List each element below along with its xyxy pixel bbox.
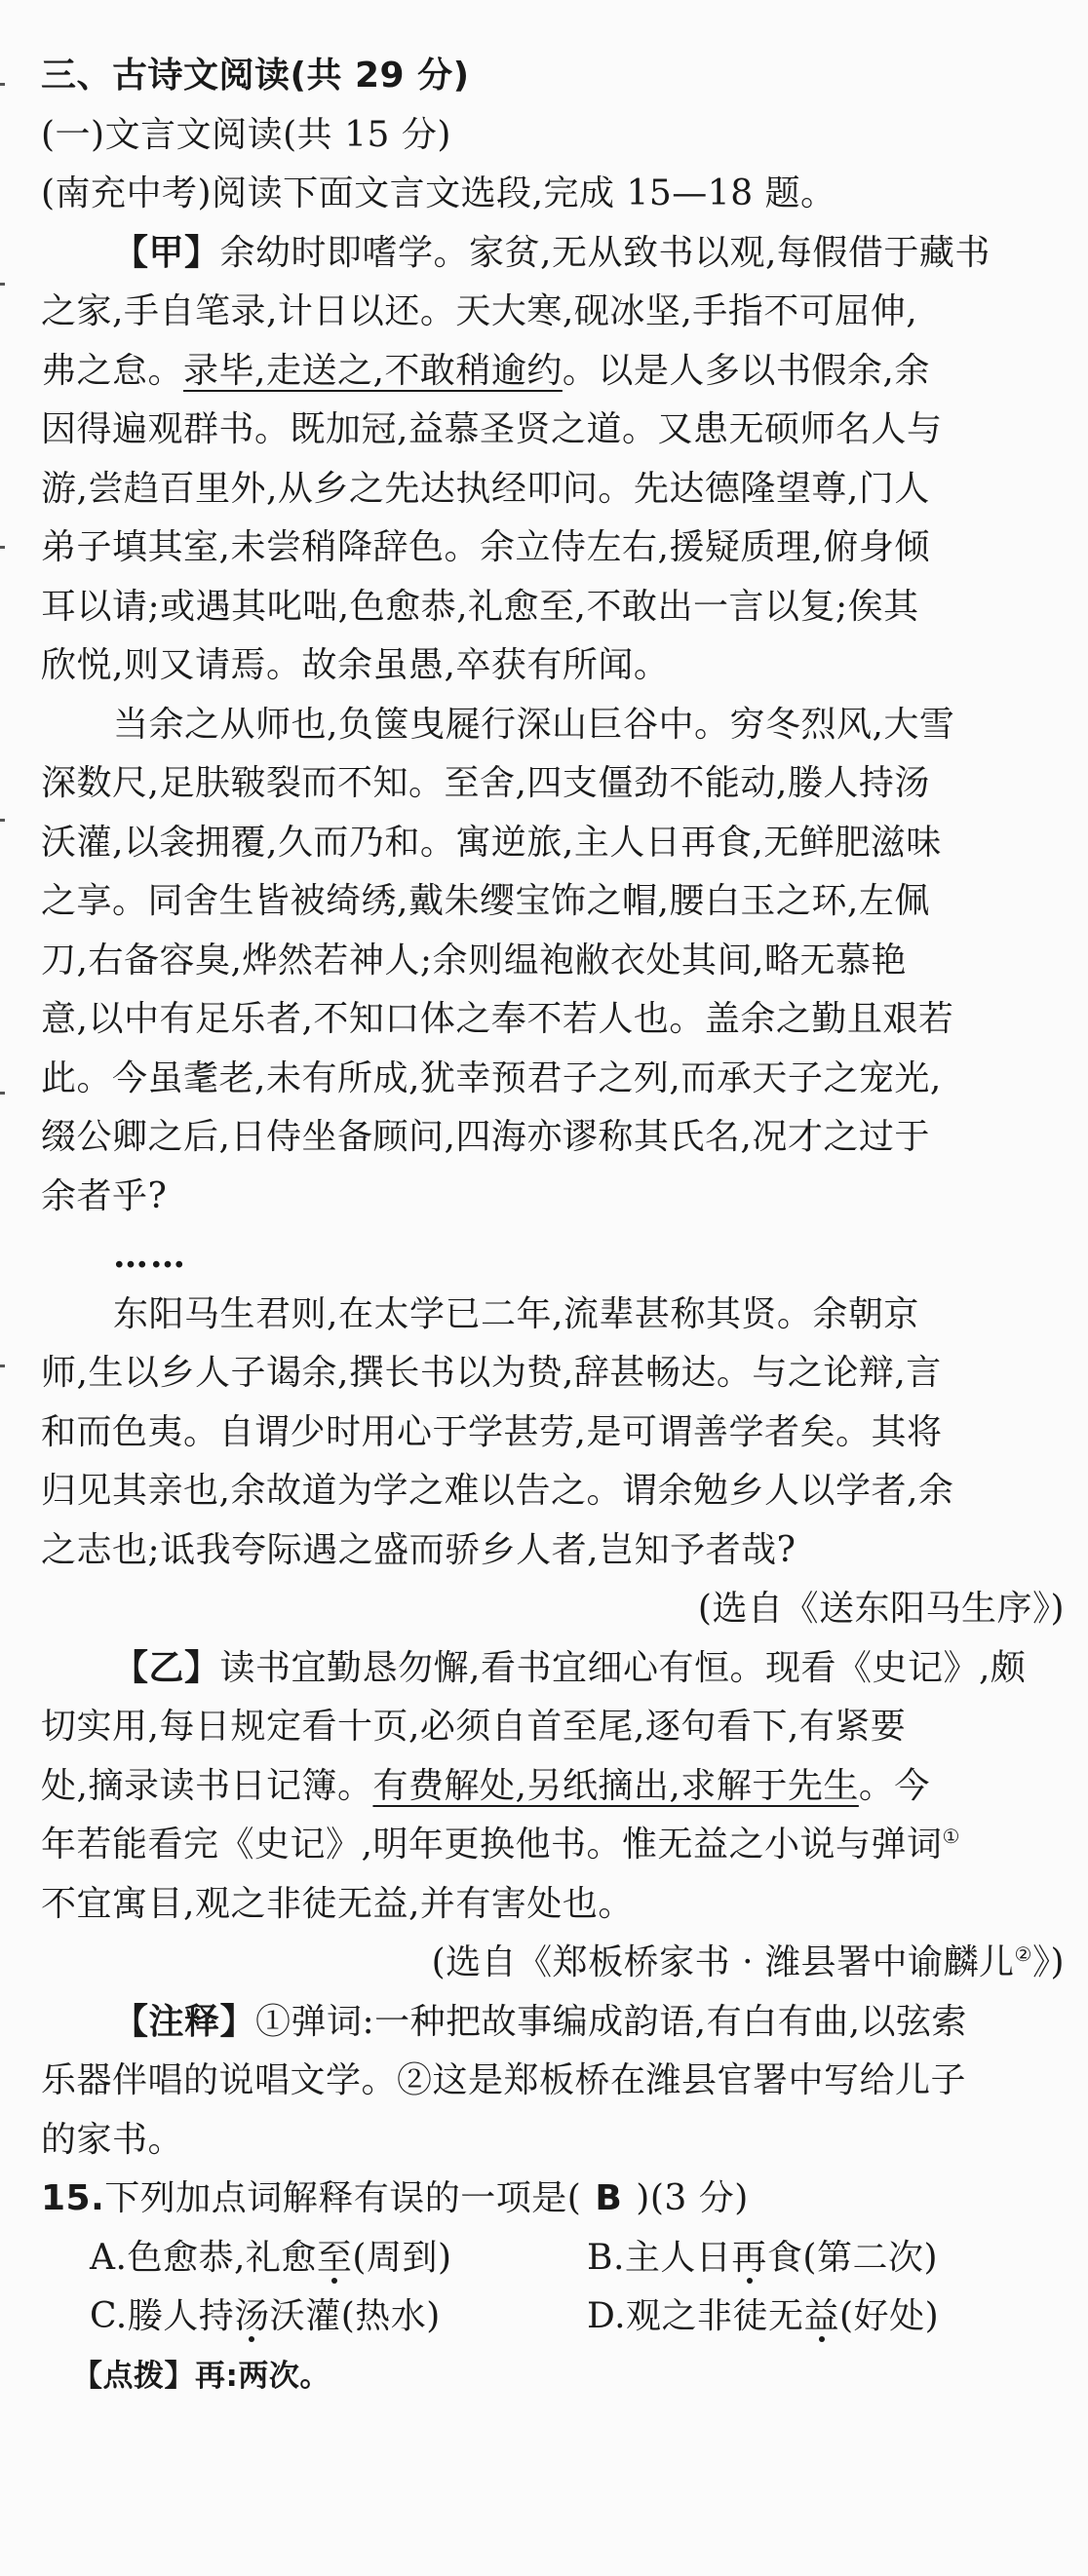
ellipsis: ……	[113, 1235, 187, 1276]
passage-line: 余者乎?	[41, 1175, 168, 1216]
document-page	[41, 47, 1065, 2405]
section-title: 三、古诗文阅读(共 29 分)	[41, 56, 470, 96]
passage-line: 弟子填其室,未尝稍降辞色。余立侍左右,援疑质理,俯身倾	[41, 527, 930, 567]
hint: 【点拨】再:两次。	[72, 2358, 330, 2394]
passage-line: 师,生以乡人子谒余,撰长书以为贽,辞甚畅达。与之论辩,言	[41, 1353, 942, 1393]
passage-line: 之志也;诋我夸际遇之盛而骄乡人者,岂知予者哉?	[41, 1529, 797, 1570]
source-citation: (选自《送东阳马生序》)	[697, 1589, 1065, 1629]
option-d: D.观之非徒无益(好处)	[587, 2296, 940, 2336]
underlined-sentence: 录毕,走送之,不敢稍逾约	[183, 350, 563, 391]
notes-tag: 【注释】	[113, 2001, 256, 2042]
passage-line: 沃灌,以衾拥覆,久而乃和。寓逆旅,主人日再食,无鲜肥滋味	[41, 822, 942, 863]
footnote-ref: ②	[1014, 1942, 1032, 1966]
passage-line: 之享。同舍生皆被绮绣,戴朱缨宝饰之帽,腰白玉之环,左佩	[41, 881, 930, 921]
passage-yi	[41, 1639, 1065, 1993]
note-line: 【注释】①弹词:一种把故事编成韵语,有白有曲,以弦索	[113, 2001, 968, 2042]
passage-line: 缀公卿之后,日侍坐备顾问,四海亦谬称其氏名,况才之过于	[41, 1117, 930, 1157]
instruction: (南充中考)阅读下面文言文选段,完成 15—18 题。	[41, 173, 836, 213]
option-row	[41, 2288, 1065, 2347]
underlined-sentence: 有费解处,另纸摘出,求解于先生	[372, 1765, 859, 1806]
passage-line: 东阳马生君则,在太学已二年,流辈甚称其贤。余朝京	[113, 1293, 919, 1334]
passage-line: 和而色夷。自谓少时用心于学甚劳,是可谓善学者矣。其将	[41, 1411, 943, 1452]
passage-line: 切实用,每日规定看十页,必须自首至尾,逐句看下,有紧要	[41, 1707, 907, 1747]
passage-line: 【乙】读书宜勤恳勿懈,看书宜细心有恒。现看《史记》,颇	[113, 1647, 1027, 1688]
note-line: 的家书。	[41, 2119, 184, 2160]
dotted-word: 至	[316, 2237, 353, 2278]
passage-tag-jia: 【甲】	[113, 232, 220, 273]
option-row	[41, 2229, 1065, 2288]
option-c: C.媵人持汤沃灌(热水)	[90, 2296, 441, 2336]
question-stem: 15.下列加点词解释有误的一项是( B )(3 分)	[41, 2178, 749, 2218]
passage-tag-yi: 【乙】	[113, 1647, 220, 1688]
subsection-title: (一)文言文阅读(共 15 分)	[41, 114, 451, 155]
dotted-word: 汤	[234, 2296, 270, 2336]
passage-line: 当余之从师也,负箧曳屣行深山巨谷中。穷冬烈风,大雪	[113, 704, 955, 745]
passage-line: 之家,手自笔录,计日以还。天大寒,砚冰坚,手指不可屈伸,	[41, 291, 918, 331]
passage-line: 深数尺,足肤皲裂而不知。至舍,四支僵劲不能动,媵人持汤	[41, 763, 930, 803]
passage-jia	[41, 224, 1065, 1639]
passage-line: 归见其亲也,余故道为学之难以告之。谓余勉乡人以学者,余	[41, 1471, 954, 1511]
passage-line: 不宜寓目,观之非徒无益,并有害处也。	[41, 1883, 634, 1924]
question-number: 15.	[41, 2178, 105, 2218]
passage-line: 处,摘录读书日记簿。有费解处,另纸摘出,求解于先生。今	[41, 1765, 930, 1806]
note-line: 乐器伴唱的说唱文学。②这是郑板桥在潍县官署中写给儿子	[41, 2060, 967, 2100]
passage-line: 耳以请;或遇其叱咄,色愈恭,礼愈至,不敢出一言以复;俟其	[41, 586, 919, 627]
dotted-word: 益	[803, 2296, 840, 2336]
option-b: B.主人日再食(第二次)	[587, 2237, 939, 2278]
passage-line: 年若能看完《史记》,明年更换他书。惟无益之小说与弹词①	[41, 1825, 960, 1865]
answer: B	[595, 2178, 623, 2218]
passage-line: 欣悦,则又请焉。故余虽愚,卒获有所闻。	[41, 645, 670, 685]
footnote-ref: ①	[942, 1825, 960, 1848]
passage-line: 刀,右备容臭,烨然若神人;余则缊袍敝衣处其间,略无慕艳	[41, 940, 907, 980]
dotted-word: 再	[731, 2237, 767, 2278]
option-a: A.色愈恭,礼愈至(周到)	[90, 2237, 452, 2278]
passage-line: 弗之怠。录毕,走送之,不敢稍逾约。以是人多以书假余,余	[41, 350, 930, 391]
passage-line: 此。今虽耄老,未有所成,犹幸预君子之列,而承天子之宠光,	[41, 1057, 942, 1098]
notes	[41, 1993, 1065, 2171]
source-citation: (选自《郑板桥家书 · 潍县署中谕麟儿②》)	[431, 1942, 1065, 1982]
passage-line: 因得遍观群书。既加冠,益慕圣贤之道。又患无硕师名人与	[41, 409, 943, 449]
passage-line: 【甲】余幼时即嗜学。家贫,无从致书以观,每假借于藏书	[113, 232, 991, 273]
question-15	[41, 2170, 1065, 2405]
passage-line: 游,尝趋百里外,从乡之先达执经叩问。先达德隆望尊,门人	[41, 468, 930, 509]
passage-line: 意,以中有足乐者,不知口体之奉不若人也。盖余之勤且艰若	[41, 999, 954, 1039]
